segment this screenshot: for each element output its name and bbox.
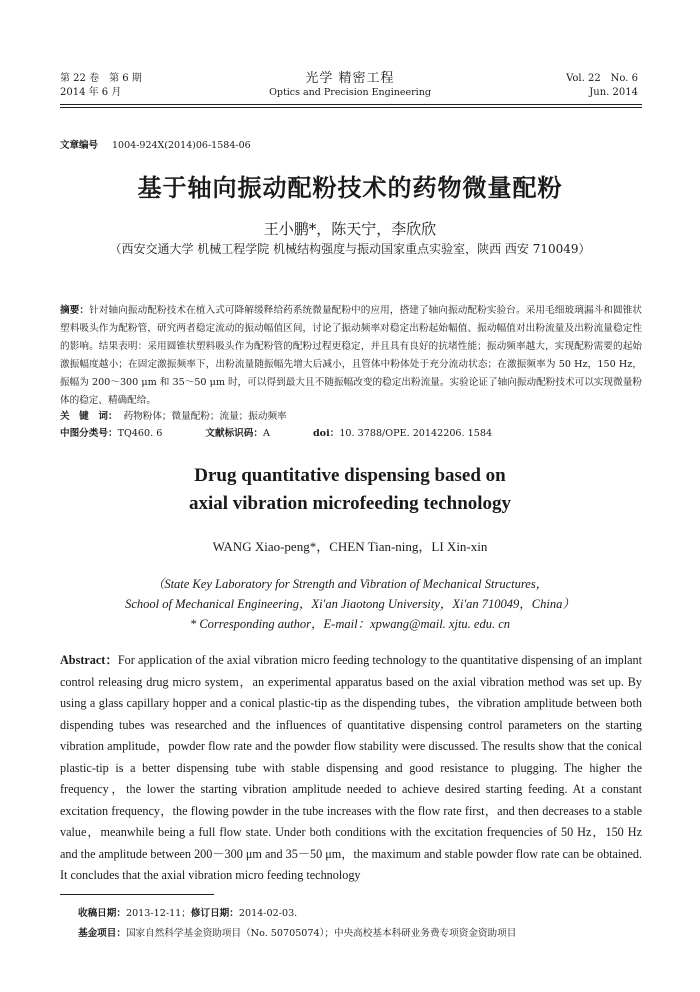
article-number-label: 文章编号	[60, 140, 99, 151]
authors-en: WANG Xiao-peng*，CHEN Tian-ning，LI Xin-xin	[212, 539, 488, 554]
journal-name-en: Optics and Precision Engineering	[269, 87, 431, 98]
received-label: 收稿日期：	[78, 908, 126, 919]
footnote-dates	[78, 904, 638, 924]
classification-line	[60, 425, 642, 439]
keywords-cn-text: 药物粉体；微量配粉；流量；振动频率	[123, 411, 287, 422]
date-cn: 2014 年 6 月	[60, 87, 122, 98]
volume-issue-en: Vol. 22 No. 6	[566, 73, 638, 84]
abstract-en-label: Abstract：	[60, 653, 118, 667]
keywords-cn	[60, 408, 642, 422]
abstract-en	[60, 650, 642, 887]
article-number-value: 1004-924X(2014)06-1584-06	[112, 140, 251, 151]
date-en: Jun. 2014	[589, 87, 638, 98]
funding-label: 基金项目：	[78, 928, 126, 939]
authors-cn: 王小鹏*，陈天宁，李欣欣	[263, 220, 437, 238]
revised-label: 修订日期：	[190, 908, 239, 919]
volume-issue-cn: 第 22 卷 第 6 期	[60, 73, 142, 84]
journal-name-cn: 光学 精密工程	[305, 71, 395, 86]
title-en-line2: axial vibration microfeeding technology	[188, 493, 512, 514]
doi-label: doi：	[312, 428, 340, 439]
title-en	[0, 462, 700, 518]
doi-value: 10. 3788/OPE. 20142206. 1584	[339, 428, 493, 439]
affiliation-en-line1: （State Key Laboratory for Strength and Vibration of Mechanical Structures，	[151, 577, 549, 591]
abstract-cn-text: 针对轴向振动配粉技术在植入式可降解缓释给药系统微量配粉中的应用，搭建了轴向振动配粉实验台。采用毛细玻璃漏斗和圆锥状塑料吸头作为配粉管，研究两者稳定流动的振动幅值区间，讨论了振动频率对稳定出粉起始幅值、振动幅值对出粉流量及出粉流量稳定性的影响。结果表明：采用圆锥状塑料吸头作为配粉管的配粉过程更稳定，并且具有良好的抗堵性能；振动频率越大，实现配粉需要的起始激振幅度越小；在固定激振频率下，出粉流量随振幅先增大后减小，且管体中粉体处于充分流动状态；在激振频率为 50 Hz，150 Hz，振幅为 200～300 μm 和 35～50 μm 时，可以得到最大且不随振幅改变的稳定出粉流量。实验论证了轴向振动配粉技术可以实现微量粉体的稳定、精确配给。	[60, 305, 643, 406]
doc-code-label: 文献标识码：	[205, 428, 263, 439]
affiliation-en-line2: School of Mechanical Engineering，Xi'an Jiaotong University，Xi'an 710049，China）	[125, 597, 575, 611]
article-number	[60, 137, 251, 151]
abstract-cn-label: 摘要：	[60, 305, 90, 316]
header-rule-top	[60, 104, 642, 105]
abstract-cn	[60, 302, 642, 410]
clc-value: TQ460. 6	[117, 428, 163, 439]
doc-code-value: A	[262, 428, 270, 439]
keywords-cn-label: 关 键 词：	[60, 411, 118, 422]
header-rule-bottom	[60, 107, 642, 108]
corresponding-author: * Corresponding author，E-mail：xpwang@mail. xjtu. edu. cn	[189, 617, 511, 631]
affiliation-cn: （西安交通大学 机械工程学院 机械结构强度与振动国家重点实验室，陕西 西安 710049）	[109, 242, 591, 256]
abstract-en-text: For application of the axial vibration micro feeding technology to the quantitative dispensing of an implant control releasing drug micro system，an experimental apparatus based on the axial vibration method was set up. By using a glass capillary hopper and a conical plastic-tip as the dispending tubes，the vibration amplitude between both dispending tubes was researched and the influences of quantitative dispensing control parameters on the starting vibration amplitude，powder flow rate and the powder flow stability were discussed. The results show that the conical plastic-tip is a better dispensing tube with stable dispensing and good resistance to plugging. The higher the frequency，the lower the starting vibration amplitude needed to achieve desired starting feeding. At a constant excitation frequency，the flowing powder in the tube increases with the flow rate first，and then decreases to a stable value，meanwhile being a full flow state. Under both conditions with the excitation frequencies of 50 Hz，150 Hz and the amplitude between 200－300 μm and 35－50 μm，the maximum and stable powder flow rate can be obtained. It concludes that the axial vibration micro feeding technology	[60, 653, 642, 882]
clc-label: 中图分类号：	[60, 428, 118, 439]
header-right	[566, 72, 638, 100]
affiliation-en	[0, 574, 700, 634]
title-en-line1: Drug quantitative dispensing based on	[194, 465, 506, 486]
footnote-funding	[78, 924, 638, 944]
footnote	[78, 904, 638, 944]
revised-date: 2014-02-03.	[238, 908, 298, 919]
received-date: 2013-12-11；	[125, 908, 191, 919]
footnote-rule	[60, 894, 214, 895]
title-cn: 基于轴向振动配粉技术的药物微量配粉	[137, 174, 563, 202]
funding-text: 国家自然科学基金资助项目（No. 50705074）；中央高校基本科研业务费专项资金资助项目	[125, 928, 517, 939]
